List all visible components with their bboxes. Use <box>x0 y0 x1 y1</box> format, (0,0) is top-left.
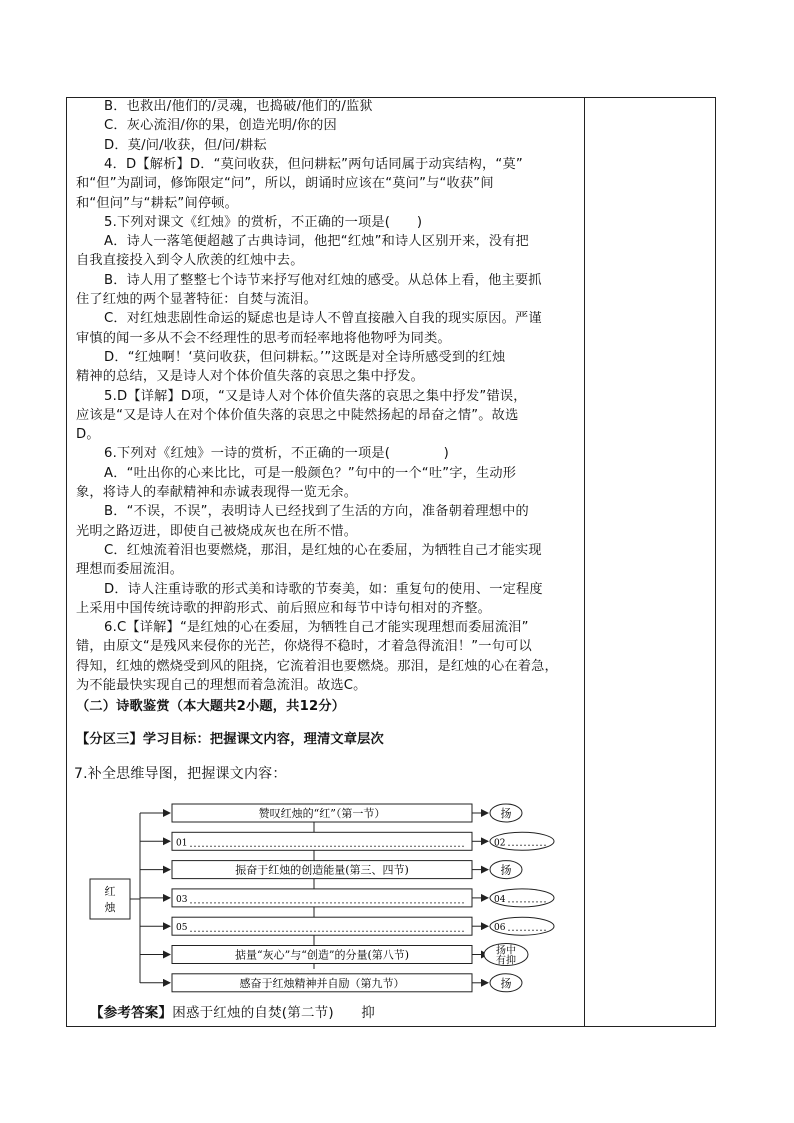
text-line: C．红烛流着泪也要燃烧，那泪，是红烛的心在委屈，为牺牲自己才能实现 <box>104 542 542 558</box>
mind-map-box <box>172 889 472 907</box>
text-line: B．也救出/他们的/灵魂，也捣破/他们的/监狱 <box>104 99 373 114</box>
mind-map-box <box>172 917 472 935</box>
text-line: 审慎的闻一多从不会不经理性的思考而轻率地将他物呼为同类。 <box>76 330 451 346</box>
text-line: C．灰心流泪/你的果，创造光明/你的因 <box>104 118 337 134</box>
text-line: 4．D【解析】D．“莫问收获，但问耕耘”两句话同属于动宾结构，“莫” <box>104 156 523 172</box>
reference-answer <box>90 1003 375 1023</box>
text-line: 6.C【详解】“是红烛的心在委屈，为牺牲自己才能实现理想而委屈流泪” <box>104 620 529 636</box>
text-line: D。 <box>76 427 100 443</box>
mind-map-box-label: 01 <box>176 838 188 849</box>
mind-map-tag-label: 02 <box>494 838 506 849</box>
text-line: 自我直接投入到令人欣羡的红烛中去。 <box>76 253 304 269</box>
mind-map-box-label: 03 <box>176 894 188 905</box>
question-7: 7.补全思维导图，把握课文内容： <box>74 766 287 782</box>
text-line: D．莫/问/收获，但/问/耕耘 <box>104 137 267 153</box>
mind-map-root-char-1: 红 <box>104 885 116 898</box>
section-heading: （二）诗歌鉴赏（本大题共2小题，共12分） <box>76 699 346 714</box>
mind-map-tag-label: 有抑 <box>496 955 516 967</box>
text-line: 理想而委屈流泪。 <box>76 562 184 578</box>
text-line: 错，由原文“是残风来侵你的光芒，你烧得不稳时，才着急得流泪！”一句可以 <box>76 639 532 655</box>
mind-map-tag-label: 04 <box>494 894 506 905</box>
mind-map-box-label: 赞叹红烛的“红”（第一节） <box>258 807 386 820</box>
text-line: 精神的总结，又是诗人对个体价值失落的哀思之集中抒发。 <box>76 369 425 385</box>
mind-map-box-label: 掂量“灰心”与“创造”的分量(第八节) <box>234 948 410 962</box>
text-line: A．“吐出你的心来比比，可是一般颜色？”句中的一个“吐”字，生动形 <box>104 465 517 481</box>
text-line: A．诗人一落笔便超越了古典诗词，他把“红烛”和诗人区别开来，没有把 <box>104 234 529 250</box>
text-line: 上采用中国传统诗歌的押韵形式、前后照应和每节中诗句相对的齐整。 <box>76 600 492 616</box>
text-line: 象，将诗人的奉献精神和赤诚表现得一览无余。 <box>76 485 358 500</box>
text-line: 光明之路迈进，即使自己被烧成灰也在所不惜。 <box>76 523 358 539</box>
mind-map-tag-label: 扬 <box>500 976 512 990</box>
text-line: 住了红烛的两个显著特征：自焚与流泪。 <box>76 292 317 307</box>
mind-map-box-label: 感奋于红烛精神并自励（第九节） <box>239 976 405 990</box>
mind-map-box-label: 振奋于红烛的创造能量(第三、四节) <box>235 863 409 877</box>
mind-map-box <box>172 832 472 850</box>
text-line: 为不能最快实现自己的理想而着急流泪。故选C。 <box>76 678 367 693</box>
mind-map-box-label: 05 <box>176 923 188 934</box>
answer-label: 【参考答案】 <box>90 1005 173 1021</box>
text-line: 和“但问”与“耕耘”间停顿。 <box>76 195 239 211</box>
mind-map-root-char-2: 烛 <box>104 901 116 914</box>
text-line: 和“但”为副词，修饰限定“问”，所以，朗诵时应该在“莫问”与“收获”间 <box>76 176 494 192</box>
zone-heading: 【分区三】学习目标：把握课文内容，理清文章层次 <box>76 732 384 747</box>
mind-map <box>84 797 564 997</box>
text-line: C．对红烛悲剧性命运的疑虑也是诗人不曾直接融入自我的现实原因。严谨 <box>104 311 542 327</box>
mind-map-tag-label: 06 <box>494 923 506 934</box>
mind-map-tag-label: 扬 <box>500 863 512 877</box>
answer-text: 困惑于红烛的自焚(第二节) 抑 <box>172 1005 375 1021</box>
text-line: B．“不误，不误”，表明诗人已经找到了生活的方向，准备朝着理想中的 <box>104 504 529 520</box>
mind-map-tag-label: 扬 <box>500 807 512 820</box>
text-line: 得知，红烛的燃烧受到风的阻挠，它流着泪也要燃烧。那泪，是红烛的心在着急， <box>76 658 558 674</box>
text-line: B．诗人用了整整七个诗节来抒写他对红烛的感受。从总体上看，他主要抓 <box>104 272 542 288</box>
text-line: 应该是“又是诗人在对个体价值失落的哀思之中陡然扬起的昂奋之情”。故选 <box>76 407 519 423</box>
text-line: D．诗人注重诗歌的形式美和诗歌的节奏美，如：重复句的使用、一定程度 <box>104 581 543 597</box>
text-line: 5.下列对课文《红烛》的赏析，不正确的一项是( ) <box>104 214 423 230</box>
text-line: 6.下列对《红烛》一诗的赏析，不正确的一项是( ) <box>104 446 449 462</box>
mind-map-tag-label: 扬中 <box>496 945 516 957</box>
text-line: D．“红烛啊！‘莫问收获，但问耕耘。’”这既是对全诗所感受到的红烛 <box>104 349 506 365</box>
text-line: 5.D【详解】D项，“又是诗人对个体价值失落的哀思之集中抒发”错误， <box>104 388 527 404</box>
table-column-divider <box>584 97 585 1027</box>
